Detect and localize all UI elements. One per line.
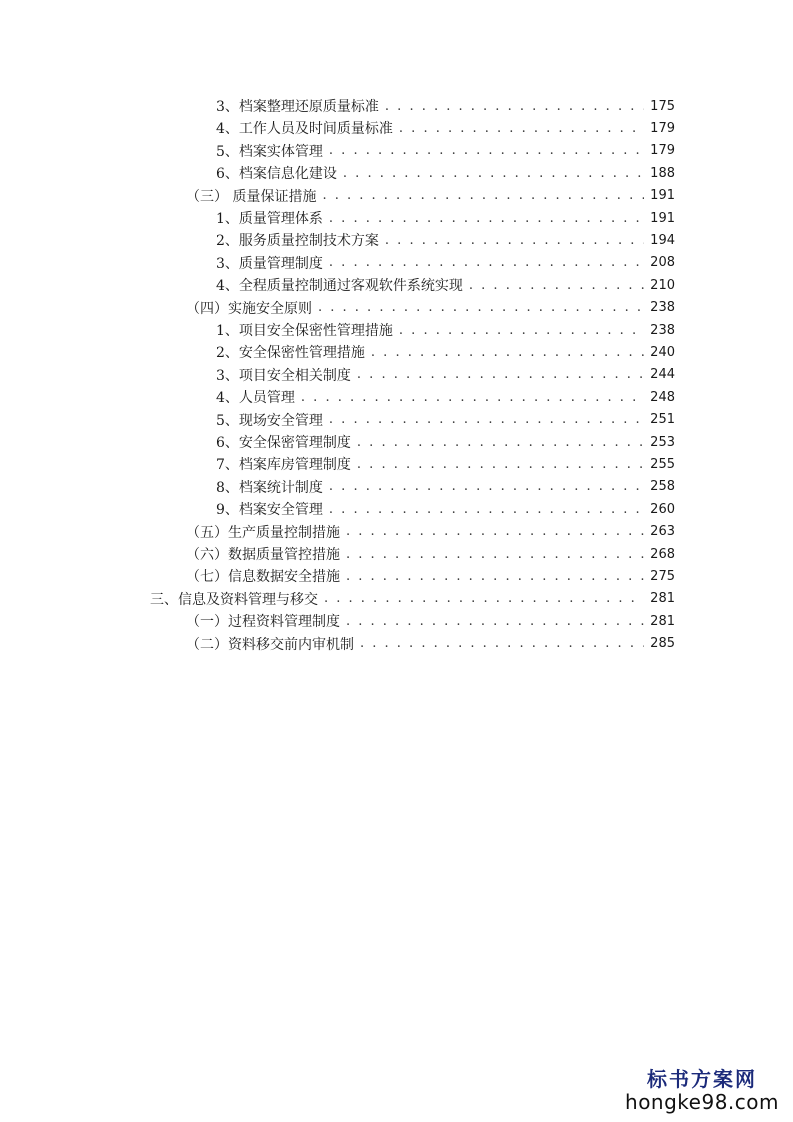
toc-entry-title: （七）信息数据安全措施 bbox=[186, 569, 340, 586]
toc-leader-dots bbox=[357, 367, 644, 382]
toc-entry bbox=[216, 117, 675, 139]
toc-leader-dots bbox=[385, 233, 644, 248]
toc-leader-dots bbox=[301, 390, 644, 405]
toc-entry-page: 281 bbox=[650, 613, 675, 629]
toc-leader-dots bbox=[346, 524, 644, 539]
toc-entry bbox=[216, 162, 675, 184]
toc-entry-page: 188 bbox=[650, 165, 675, 181]
toc-entry bbox=[186, 633, 675, 655]
toc-entry-page: 238 bbox=[650, 322, 675, 338]
toc-leader-dots bbox=[357, 435, 644, 450]
toc-entry-page: 275 bbox=[650, 568, 675, 584]
toc-leader-dots bbox=[322, 188, 644, 203]
toc-entry-title: 6、安全保密管理制度 bbox=[216, 435, 351, 451]
toc-entry-page: 248 bbox=[650, 389, 675, 405]
toc-entry bbox=[216, 140, 675, 162]
toc-entry-page: 255 bbox=[650, 456, 675, 472]
toc-leader-dots bbox=[318, 300, 644, 315]
toc-entry bbox=[216, 252, 675, 274]
toc-entry-page: 244 bbox=[650, 367, 675, 383]
toc-leader-dots bbox=[346, 614, 644, 629]
toc-entry bbox=[216, 207, 675, 229]
toc-entry-page: 179 bbox=[650, 143, 675, 159]
toc-entry-title: （四）实施安全原则 bbox=[186, 300, 312, 317]
toc-leader-dots bbox=[346, 547, 644, 562]
toc-entry-page: 210 bbox=[650, 277, 675, 293]
toc-entry-title: （一）过程资料管理制度 bbox=[186, 614, 340, 631]
toc-leader-dots bbox=[329, 479, 644, 494]
toc-leader-dots bbox=[385, 99, 644, 114]
toc-leader-dots bbox=[329, 143, 644, 158]
toc-entry-title: （二）资料移交前内审机制 bbox=[186, 636, 354, 653]
toc-entry-title: 1、项目安全保密性管理措施 bbox=[216, 323, 393, 339]
toc-entry-page: 258 bbox=[650, 479, 675, 495]
toc-entry-title: 3、项目安全相关制度 bbox=[216, 367, 351, 384]
toc-entry-page: 263 bbox=[650, 524, 675, 540]
toc-entry bbox=[186, 297, 675, 319]
toc-entry bbox=[150, 588, 675, 610]
toc-leader-dots bbox=[346, 569, 644, 584]
toc-leader-dots bbox=[360, 636, 644, 651]
toc-leader-dots bbox=[329, 502, 644, 517]
toc-entry bbox=[216, 476, 675, 498]
toc-entry-page: 251 bbox=[650, 412, 675, 428]
toc-entry-title: （六）数据质量管控措施 bbox=[186, 547, 340, 563]
toc-entry-title: 2、安全保密性管理措施 bbox=[216, 345, 365, 362]
toc-leader-dots bbox=[357, 457, 644, 472]
toc-entry bbox=[216, 498, 675, 520]
toc-entry bbox=[186, 185, 675, 207]
toc-entry bbox=[186, 610, 675, 632]
toc-entry-title: 4、工作人员及时间质量标准 bbox=[216, 121, 393, 138]
toc-entry bbox=[186, 521, 675, 543]
toc-entry-title: 2、服务质量控制技术方案 bbox=[216, 233, 379, 250]
toc-leader-dots bbox=[329, 412, 644, 427]
toc-entry bbox=[216, 364, 675, 386]
toc-entry-page: 191 bbox=[650, 210, 675, 226]
toc-entry-title: 8、档案统计制度 bbox=[216, 479, 323, 496]
toc-entry-page: 238 bbox=[650, 300, 675, 316]
toc-entry-page: 208 bbox=[650, 255, 675, 271]
toc-entry-page: 240 bbox=[650, 344, 675, 360]
toc-entry bbox=[216, 386, 675, 408]
toc-entry-title: 3、质量管理制度 bbox=[216, 255, 323, 272]
toc-entry-page: 191 bbox=[650, 188, 675, 204]
toc-leader-dots bbox=[399, 323, 644, 338]
watermark-url: hongke98.com bbox=[625, 1090, 779, 1114]
toc-leader-dots bbox=[469, 278, 644, 293]
toc-entry-title: 3、档案整理还原质量标准 bbox=[216, 99, 379, 115]
toc-entry bbox=[186, 543, 675, 565]
toc-entry-title: 5、现场安全管理 bbox=[216, 412, 323, 429]
toc-entry-page: 285 bbox=[650, 636, 675, 652]
toc-leader-dots bbox=[324, 591, 644, 606]
toc-leader-dots bbox=[371, 345, 644, 360]
toc-entry-page: 260 bbox=[650, 501, 675, 517]
toc-entry bbox=[216, 319, 675, 341]
toc-entry bbox=[216, 274, 675, 296]
toc-entry-page: 253 bbox=[650, 434, 675, 450]
toc-entry-title: （五）生产质量控制措施 bbox=[186, 524, 340, 541]
toc-entry-page: 194 bbox=[650, 232, 675, 248]
toc-entry-title: 4、全程质量控制通过客观软件系统实现 bbox=[216, 278, 463, 295]
toc-entry bbox=[216, 453, 675, 475]
toc-entry bbox=[216, 341, 675, 363]
toc-entry bbox=[216, 229, 675, 251]
toc-leader-dots bbox=[399, 121, 644, 136]
toc-entry-page: 281 bbox=[650, 591, 675, 607]
toc-entry-title: 1、质量管理体系 bbox=[216, 211, 323, 227]
toc-leader-dots bbox=[329, 211, 644, 226]
toc-leader-dots bbox=[329, 255, 644, 270]
toc-leader-dots bbox=[343, 166, 644, 181]
toc-entry-title: 6、档案信息化建设 bbox=[216, 166, 337, 183]
toc-entry-title: 9、档案安全管理 bbox=[216, 502, 323, 519]
toc-entry-title: 4、人员管理 bbox=[216, 390, 295, 407]
toc-entry bbox=[216, 95, 675, 117]
toc-entry bbox=[186, 565, 675, 587]
toc-entry-page: 268 bbox=[650, 546, 675, 562]
site-watermark bbox=[625, 1063, 779, 1114]
toc-entry-title: 5、档案实体管理 bbox=[216, 143, 323, 160]
toc-entry-title: 7、档案库房管理制度 bbox=[216, 457, 351, 474]
toc-entry-page: 175 bbox=[650, 98, 675, 114]
toc-entry-title: （三） 质量保证措施 bbox=[186, 188, 317, 205]
watermark-name: 标书方案网 bbox=[647, 1067, 757, 1091]
toc-entry-page: 179 bbox=[650, 120, 675, 136]
toc-entry-title: 三、信息及资料管理与移交 bbox=[150, 591, 318, 608]
toc-entry bbox=[216, 409, 675, 431]
toc-entry bbox=[216, 431, 675, 453]
